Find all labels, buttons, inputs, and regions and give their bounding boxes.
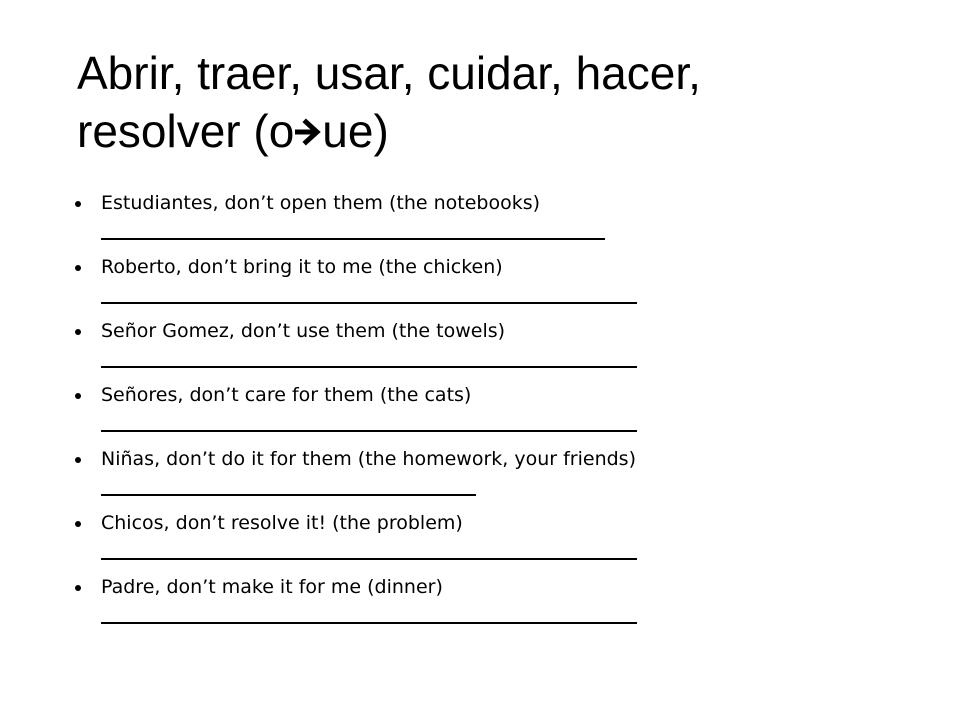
exercise-item: [73, 316, 933, 380]
exercise-item: [73, 252, 933, 316]
title-line-2-start: resolver (o: [77, 105, 295, 157]
bullet-dot-icon: [75, 329, 81, 335]
exercise-prompt: Roberto, don’t bring it to me (the chicken): [101, 256, 503, 278]
exercise-item: [73, 188, 933, 252]
bullet-dot-icon: [75, 201, 81, 207]
exercise-item: [73, 444, 933, 508]
bullet-dot-icon: [75, 393, 81, 399]
exercise-prompt: Estudiantes, don’t open them (the notebooks): [101, 192, 541, 214]
title-line-1: Abrir, traer, usar, cuidar, hacer,: [77, 47, 701, 99]
exercise-prompt: Niñas, don’t do it for them (the homework, your friends): [101, 448, 636, 470]
exercise-prompt: Chicos, don’t resolve it! (the problem): [101, 512, 463, 534]
bullet-dot-icon: [75, 265, 81, 271]
exercise-item: [73, 508, 933, 572]
exercise-item: [73, 572, 933, 636]
bullet-dot-icon: [75, 457, 81, 463]
exercise-list: [73, 188, 933, 636]
bullet-dot-icon: [75, 585, 81, 591]
exercise-prompt: Señores, don’t care for them (the cats): [101, 384, 472, 406]
title-line-2-end: ue): [322, 105, 389, 157]
exercise-prompt: Padre, don’t make it for me (dinner): [101, 576, 443, 598]
slide-title: [77, 44, 937, 160]
exercise-item: [73, 380, 933, 444]
bullet-dot-icon: [75, 521, 81, 527]
right-arrow-icon: [295, 117, 321, 147]
exercise-prompt: Señor Gomez, don’t use them (the towels): [101, 320, 506, 342]
